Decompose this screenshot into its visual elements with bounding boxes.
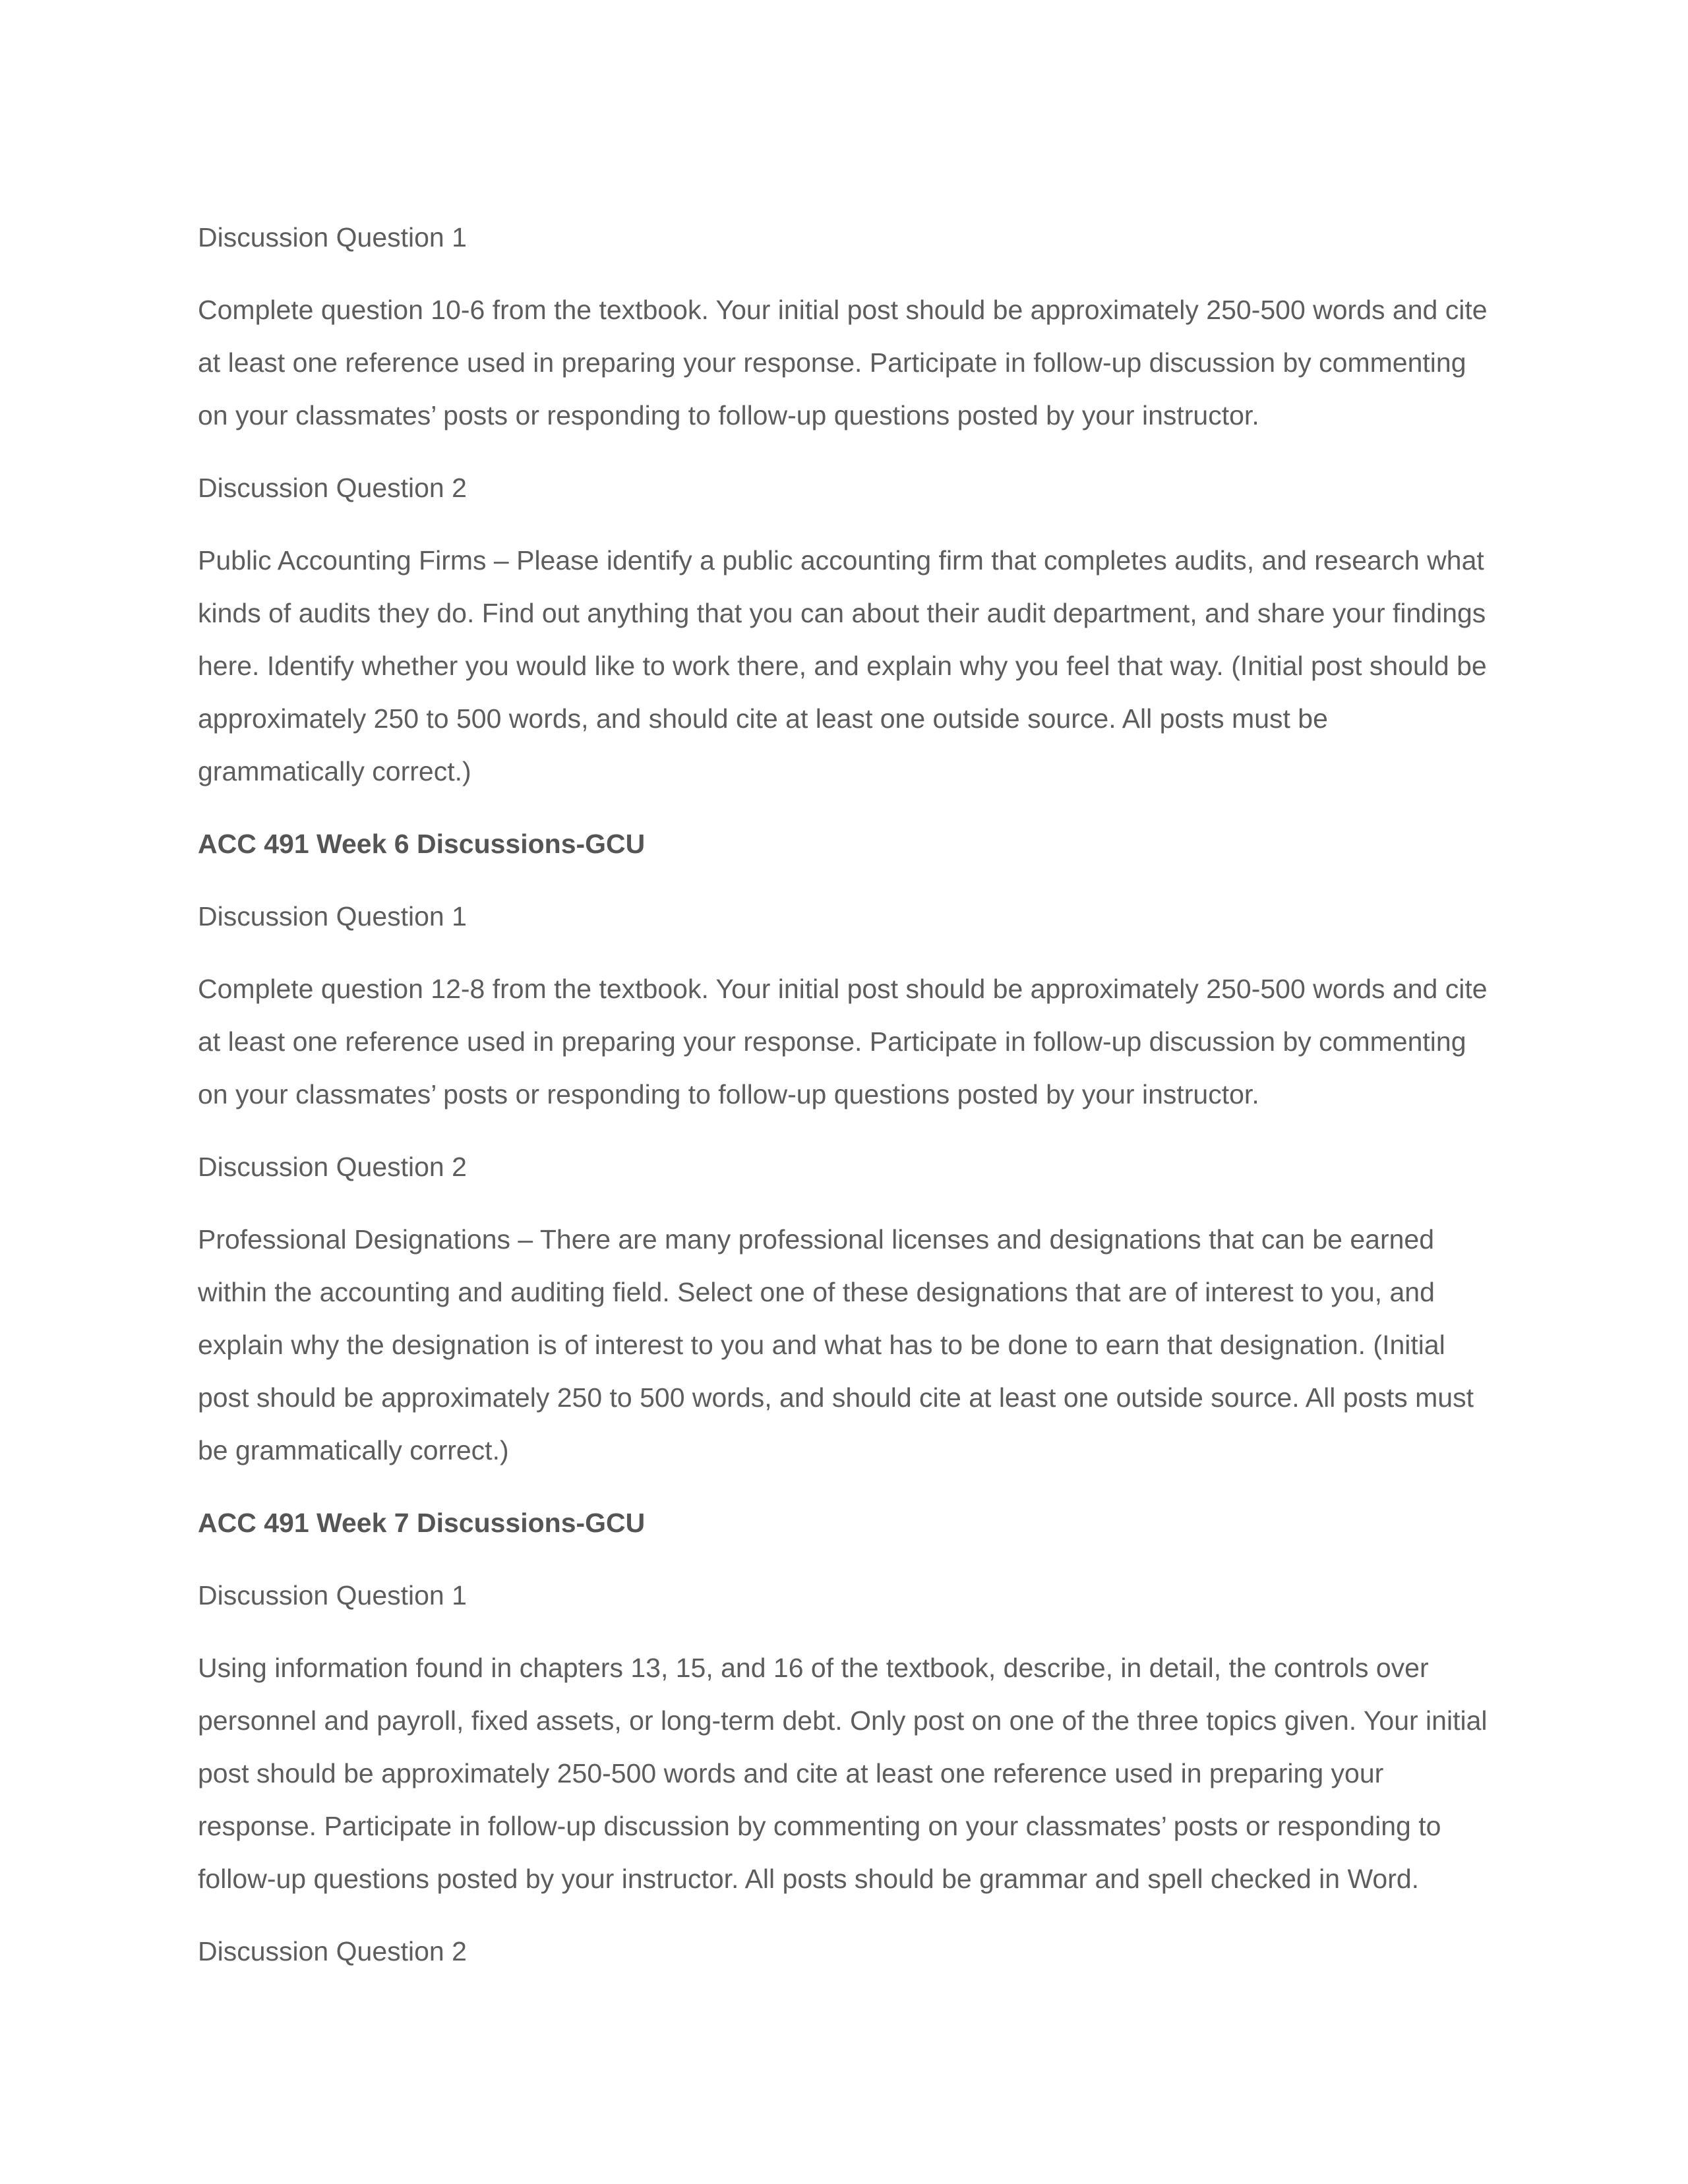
discussion-question-heading: Discussion Question 2 <box>198 1936 467 1966</box>
discussion-question-text: Complete question 10-6 from the textbook. Your initial post should be approximately 250-500 words and cite at least one reference used in preparing your response. Participate in follow-up discussion by commenting on your classmates’ posts or responding to follow-up questions posted by your instructor. <box>198 295 1488 430</box>
discussion-question-heading: Discussion Question 2 <box>198 1152 467 1182</box>
discussion-question-heading: Discussion Question 1 <box>198 1580 467 1610</box>
discussion-question-text: Professional Designations – There are many professional licenses and designations that can be earned within the accounting and auditing field. Select one of these designations that are of interest to you, and explain why the designation is of interest to you and what has to be done to earn that designation. (Initial post should be approximately 250 to 500 words, and should cite at least one outside source. All posts must be grammatically correct.) <box>198 1224 1474 1465</box>
discussion-question-text: Using information found in chapters 13, 15, and 16 of the textbook, describe, in detail, the controls over personnel and payroll, fixed assets, or long-term debt. Only post on one of the three topics given. Your initial post should be approximately 250-500 words and cite at least one reference used in preparing your response. Participate in follow-up discussion by commenting on your classmates’ posts or responding to follow-up questions posted by your instructor. All posts should be grammar and spell checked in Word. <box>198 1653 1488 1894</box>
discussion-question-text: Public Accounting Firms – Please identify a public accounting firm that completes audits, and research what kinds of audits they do. Find out anything that you can about their audit department, and share your findings here. Identify whether you would like to work there, and explain why you feel that way. (Initial post should be approximately 250 to 500 words, and should cite at least one outside source. All posts must be grammatically correct.) <box>198 545 1487 786</box>
document-page <box>198 211 1490 1997</box>
week-section-heading: ACC 491 Week 7 Discussions-GCU <box>198 1508 646 1538</box>
discussion-question-heading: Discussion Question 1 <box>198 222 467 252</box>
discussion-question-text: Complete question 12-8 from the textbook. Your initial post should be approximately 250-500 words and cite at least one reference used in preparing your response. Participate in follow-up discussion by commenting on your classmates’ posts or responding to follow-up questions posted by your instructor. <box>198 974 1488 1109</box>
week-section-heading: ACC 491 Week 6 Discussions-GCU <box>198 829 646 859</box>
discussion-question-heading: Discussion Question 1 <box>198 901 467 931</box>
discussion-question-heading: Discussion Question 2 <box>198 473 467 503</box>
